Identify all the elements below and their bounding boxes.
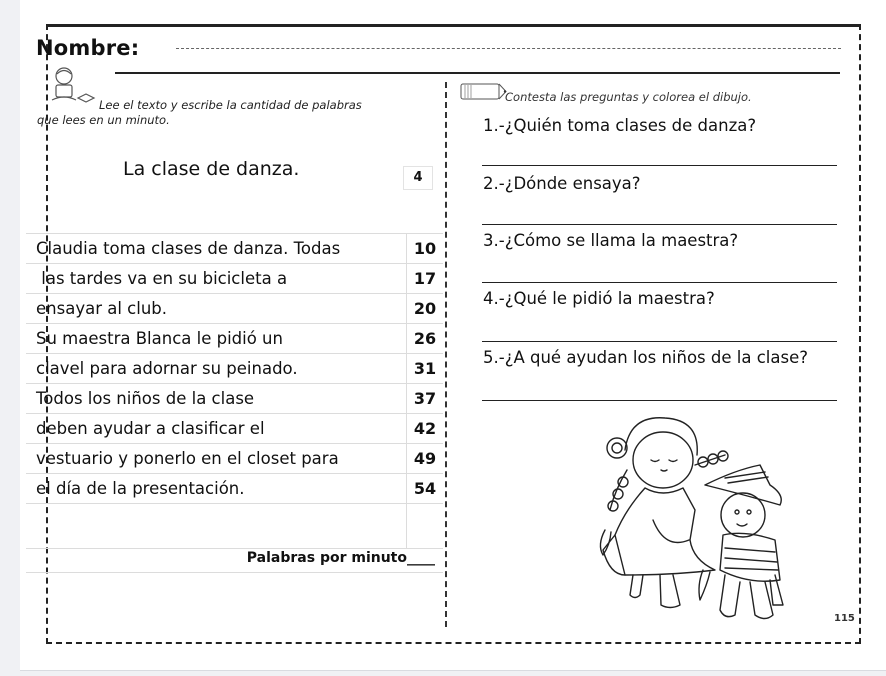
question-4: 4.-¿Qué le pidió la maestra? xyxy=(483,289,715,308)
title-word-count: 4 xyxy=(403,166,433,190)
text-row xyxy=(26,234,443,264)
name-solid-line[interactable] xyxy=(115,72,840,74)
text-row xyxy=(26,264,443,294)
instruction-line-1: Lee el texto y escribe la cantidad de palabras xyxy=(99,98,362,112)
words-per-minute-row xyxy=(26,540,443,573)
name-label: Nombre: xyxy=(36,36,140,60)
text-line: las tardes va en su bicicleta a xyxy=(26,264,407,294)
text-line: Su maestra Blanca le pidió un xyxy=(26,324,407,354)
question-3: 3.-¿Cómo se llama la maestra? xyxy=(483,231,739,250)
column-divider xyxy=(445,82,447,627)
question-1: 1.-¿Quién toma clases de danza? xyxy=(483,116,757,135)
text-row xyxy=(26,384,443,414)
text-line: Todos los niños de la clase xyxy=(26,384,407,414)
answer-line-5[interactable] xyxy=(482,400,837,401)
story-title: La clase de danza. xyxy=(123,158,300,180)
text-line: clavel para adornar su peinado. xyxy=(26,354,407,384)
reading-instructions xyxy=(37,98,437,128)
name-row xyxy=(36,36,841,66)
word-count: 42 xyxy=(407,414,444,444)
question-2: 2.-¿Dónde ensaya? xyxy=(483,174,641,193)
reading-text-table xyxy=(26,233,443,549)
words-per-minute-label[interactable]: Palabras por minuto____ xyxy=(246,550,435,566)
text-row xyxy=(26,474,443,504)
pencil-icon xyxy=(449,82,507,102)
text-row xyxy=(26,444,443,474)
answer-line-1[interactable] xyxy=(482,165,837,166)
word-count: 20 xyxy=(407,294,444,324)
text-line: vestuario y ponerlo en el closet para xyxy=(26,444,407,474)
word-count: 17 xyxy=(407,264,444,294)
name-dashed-line xyxy=(176,48,841,49)
text-row xyxy=(26,294,443,324)
text-line: Claudia toma clases de danza. Todas xyxy=(26,234,407,264)
text-line: ensayar al club. xyxy=(26,294,407,324)
answer-line-4[interactable] xyxy=(482,341,837,342)
word-count: 26 xyxy=(407,324,444,354)
word-count: 54 xyxy=(407,474,444,504)
text-row xyxy=(26,324,443,354)
dancing-children-illustration xyxy=(585,410,815,635)
questions-instructions: Contesta las preguntas y colorea el dibujo. xyxy=(505,90,752,104)
text-line: el día de la presentación. xyxy=(26,474,407,504)
text-line: deben ayudar a clasificar el xyxy=(26,414,407,444)
text-row xyxy=(26,414,443,444)
word-count: 10 xyxy=(407,234,444,264)
page-number: 115 xyxy=(834,613,855,624)
question-5: 5.-¿A qué ayudan los niños de la clase? xyxy=(483,348,808,367)
answer-line-3[interactable] xyxy=(482,282,837,283)
answer-line-2[interactable] xyxy=(482,224,837,225)
word-count: 37 xyxy=(407,384,444,414)
instruction-line-2: que lees en un minuto. xyxy=(37,113,170,127)
word-count: 49 xyxy=(407,444,444,474)
word-count: 31 xyxy=(407,354,444,384)
text-row xyxy=(26,354,443,384)
